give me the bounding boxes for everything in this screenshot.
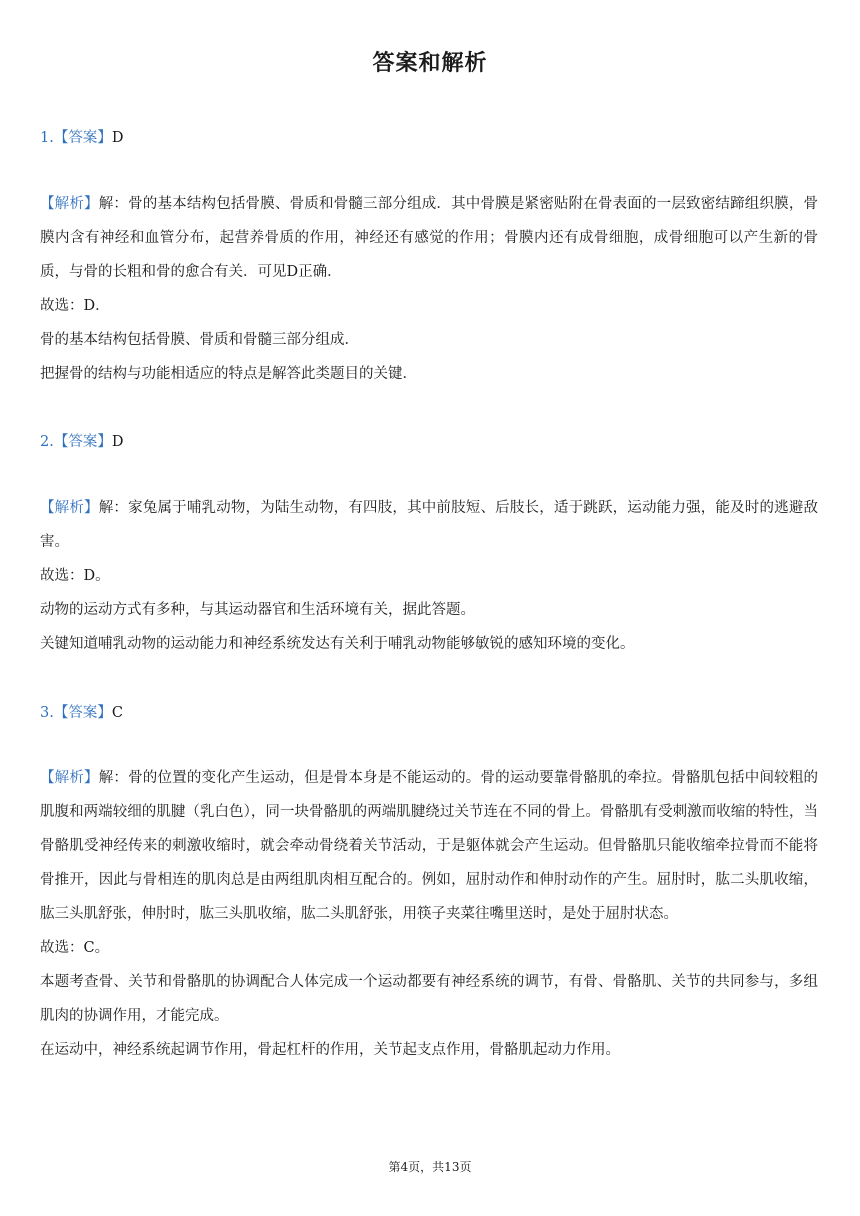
conclusion-line: 故选：D． (40, 298, 110, 314)
answer-value: D (111, 434, 124, 450)
question-number: 1. (40, 130, 54, 146)
analysis-block-1 (40, 187, 818, 391)
analysis-tag: 【解析】 (40, 196, 99, 212)
conclusion-line: 故选：D。 (40, 568, 110, 584)
explanation-line: 动物的运动方式有多种，与其运动器官和生活环境有关，据此答题。 (40, 602, 475, 618)
analysis-paragraph (40, 761, 818, 931)
question-number: 3. (40, 705, 54, 721)
explanation-line: 骨的基本结构包括骨膜、骨质和骨髓三部分组成． (40, 332, 359, 348)
analysis-tag: 【解析】 (40, 500, 99, 516)
answer-line-3 (40, 702, 818, 724)
answer-tag: 【答案】 (53, 434, 112, 450)
explanation-line: 本题考查骨、关节和骨骼肌的协调配合人体完成一个运动都要有神经系统的调节，有骨、骨骼肌、关节的共同参与，多组肌肉的协调作用，才能完成。 (40, 974, 818, 1024)
key-point-line: 关键知道哺乳动物的运动能力和神经系统发达有关利于哺乳动物能够敏锐的感知环境的变化。 (40, 636, 635, 652)
key-point-line: 把握骨的结构与功能相适应的特点是解答此类题目的关键． (40, 366, 417, 382)
analysis-paragraph (40, 491, 818, 559)
analysis-block-2 (40, 491, 818, 661)
conclusion-line: 故选：C。 (40, 940, 110, 956)
answer-tag: 【答案】 (53, 705, 112, 721)
page-footer: 第4页，共13页 (388, 1160, 472, 1174)
analysis-block-3 (40, 761, 818, 1067)
answer-line-1 (40, 127, 818, 149)
analysis-tag: 【解析】 (40, 770, 99, 786)
analysis-text: 解：家兔属于哺乳动物，为陆生动物，有四肢，其中前肢短、后肢长，适于跳跃，运动能力强，能及时的逃避敌害。 (40, 500, 818, 550)
analysis-paragraph (40, 187, 818, 289)
answer-value: D (111, 130, 124, 146)
analysis-text: 解：骨的位置的变化产生运动，但是骨本身是不能运动的。骨的运动要靠骨骼肌的牵拉。骨骼肌包括中间较粗的肌腹和两端较细的肌腱（乳白色），同一块骨骼肌的两端肌腱绕过关节连在不同的骨上。骨骼肌有受刺激而收缩的特性，当骨骼肌受神经传来的刺激收缩时，就会牵动骨绕着关节活动，于是躯体就会产生运动。但骨骼肌只能收缩牵拉骨而不能将骨推开，因此与骨相连的肌肉总是由两组肌肉相互配合的。例如，屈肘动作和伸肘动作的产生。屈肘时，肱二头肌收缩，肱三头肌舒张，伸肘时，肱三头肌收缩，肱二头肌舒张，用筷子夹菜往嘴里送时，是处于屈肘状态。 (40, 770, 818, 922)
question-number: 2. (40, 434, 54, 450)
analysis-text: 解：骨的基本结构包括骨膜、骨质和骨髓三部分组成．其中骨膜是紧密贴附在骨表面的一层致密结蹄组织膜，骨膜内含有神经和血管分布，起营养骨质的作用，神经还有感觉的作用；骨膜内还有成骨细胞，成骨细胞可以产生新的骨质，与骨的长粗和骨的愈合有关．可见D正确． (40, 196, 818, 280)
answer-line-2 (40, 431, 818, 453)
answer-tag: 【答案】 (53, 130, 112, 146)
page-title: 答案和解析 (372, 51, 488, 76)
key-point-line: 在运动中，神经系统起调节作用，骨起杠杆的作用，关节起支点作用，骨骼肌起动力作用。 (40, 1042, 620, 1058)
answer-value: C (111, 705, 123, 721)
